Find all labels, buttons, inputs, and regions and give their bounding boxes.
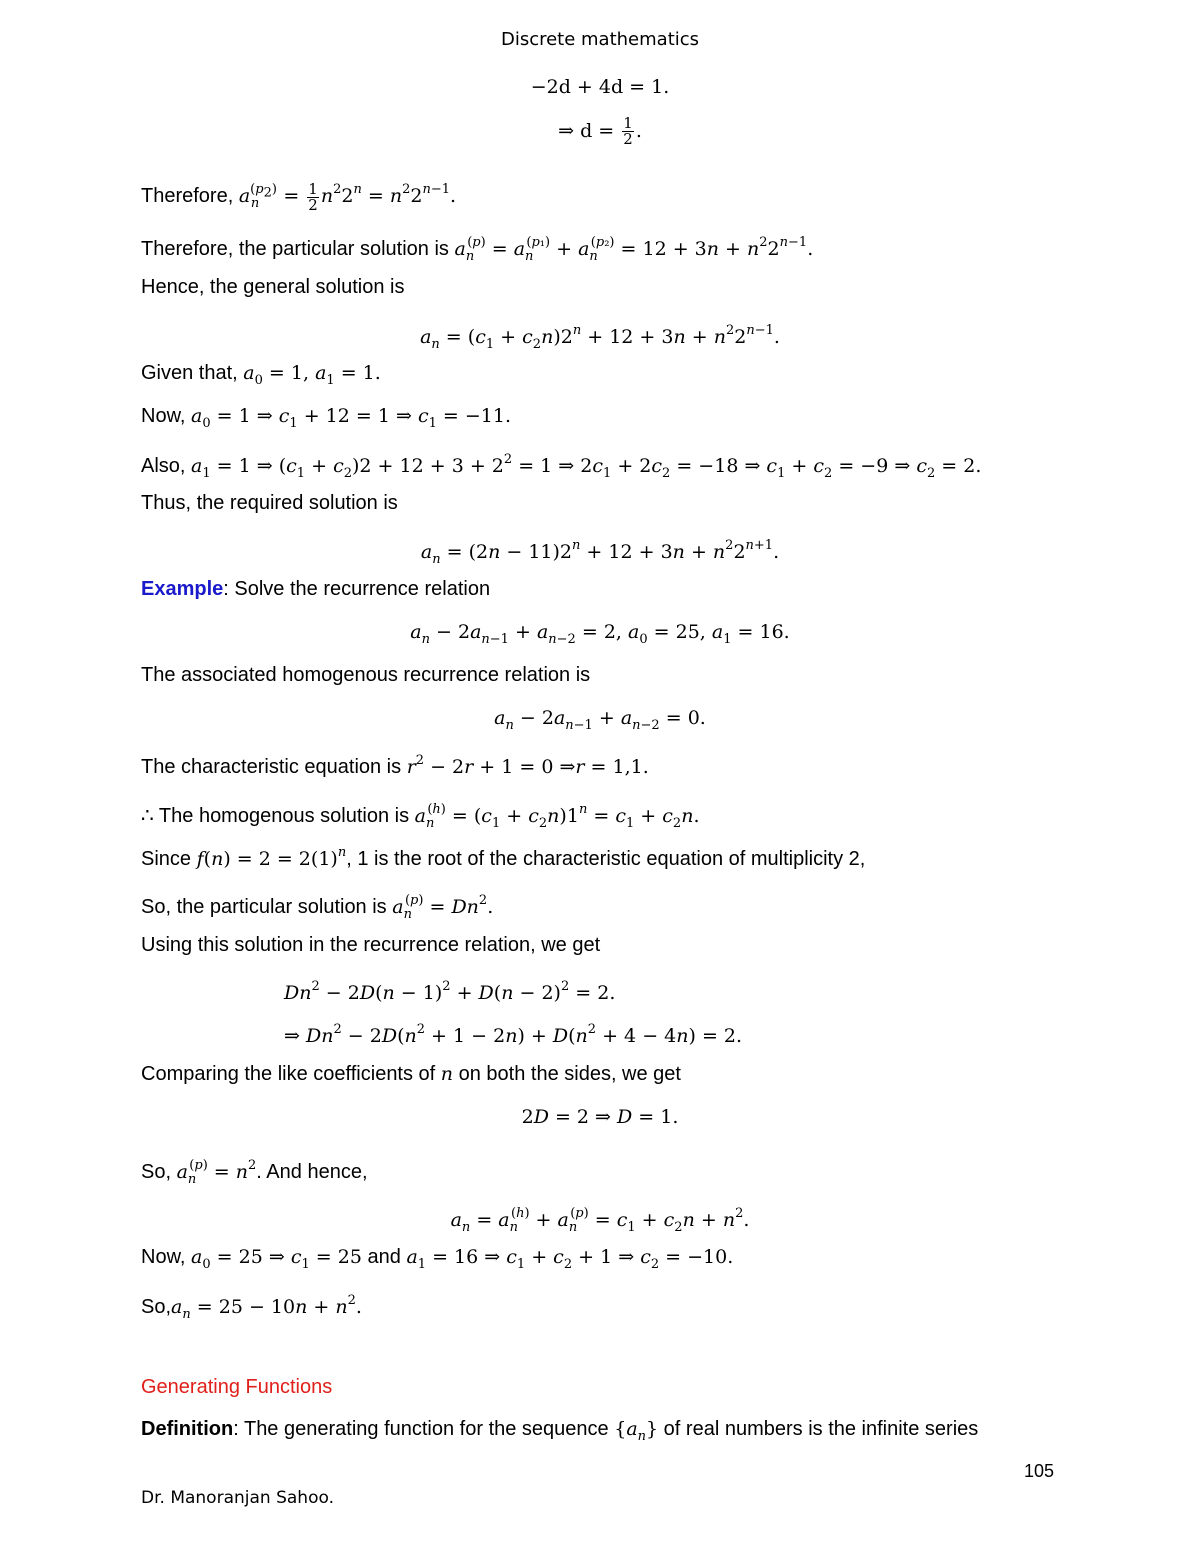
line-c1-value: Now, $a_0 = 1$ ⇒ $c_1 + 12 = 1$ ⇒ $c_1 = -11$. [141,405,512,431]
line-using-solution: Using this solution in the recurrence relation, we get [141,934,601,956]
line-particular-form: So, the particular solution is $a_n^{(p)} = Dn^2$. [141,893,494,922]
equation-d-value: ⇒ d = $\frac{1}{2}$ . [558,114,642,148]
equation-homogenous: $a_n - 2a_{n-1} + a_{n-2} = 0$. [494,707,706,733]
equation-substitute: $Dn^2 - 2D(n - 1)^2 + D(n - 2)^2 = 2$. [284,979,616,1004]
section-title: Generating Functions [141,1376,333,1398]
page-number: 105 [1024,1461,1055,1481]
page-header: Discrete mathematics [500,29,700,50]
line-particular-solution: Therefore, the particular solution is $a_n^{(p)} = a_n^{(p_1)} + a_n^{(p_2)} = 12 + 3n + n^22^{n-1}$. [141,235,814,264]
line-homogenous-label: The associated homogenous recurrence relation is [141,664,591,686]
equation-complete-solution: $a_n = a_n^{(h)} + a_n^{(p)} = c_1 + c_2n + n^2$. [450,1206,750,1235]
line-general-solution-label: Hence, the general solution is [141,276,405,298]
line-initial-conditions: Given that, $a_0 = 1$, $a_1 = 1$. [141,362,381,388]
line-so-ap: So, $a_n^{(p)} = n^2$. And hence, [141,1158,368,1187]
definition-line: Definition: The generating function for the sequence $\{a_n\}$ of real numbers is the infinite series [141,1418,979,1444]
fraction-one-half: $\frac{1}{2}$ [623,114,633,148]
example-label: Example [141,578,224,600]
line-homogenous-solution: ∴ The homogenous solution is $a_n^{(h)} = (c_1 + c_2n)1^n = c_1 + c_2n$. [141,802,700,831]
equation-D-value: 2D = 2 ⇒ D = 1. [521,1106,679,1128]
definition-label: Definition [141,1418,234,1440]
equation-d-sum: −2d + 4d = 1. [530,76,670,98]
line-since-fn: Since $f(n) = 2 = 2(1)^n$, 1 is the root of the characteristic equation of multiplicity 2, [141,845,866,870]
equation-expand: ⇒ $Dn^2 - 2D(n^2 + 1 - 2n) + D(n^2 + 4 - 4n) = 2$. [284,1022,743,1047]
line-characteristic-equation: The characteristic equation is $r^2 - 2r + 1 = 0$ ⇒r = 1,1. [141,753,649,778]
equation-required-solution: $a_n = (2n - 11)2^n + 12 + 3n + n^22^{n+1}$. [420,538,780,567]
line-required-solution-label: Thus, the required solution is [141,492,398,514]
line-example: Example: Solve the recurrence relation [141,578,491,600]
equation-recurrence: $a_n - 2a_{n-1} + a_{n-2} = 2$, $a_0 = 25$, $a_1 = 16$. [410,621,790,647]
footer-author: Dr. Manoranjan Sahoo. [141,1488,334,1508]
line-c2-value: Also, $a_1 = 1$ ⇒ $(c_1 + c_2)2 + 12 + 3 + 2^2 = 1$ ⇒ $2c_1 + 2c_2 = -18$ ⇒ $c_1 + c_2 = -9$ ⇒ $c_2 = 2$. [141,452,982,481]
line-comparing: Comparing the like coefficients of n on both the sides, we get [141,1063,681,1085]
line-therefore-ap2: Therefore, $a^{(p_2)}_n$ = $\frac{1}{2}$ $n^22^n = n^22^{n-1}$. [141,179,457,214]
line-constants: Now, $a_0 = 25$ ⇒ $c_1 = 25$ and $a_1 = 16$ ⇒ $c_1 + c_2 + 1$ ⇒ $c_2 = -10$. [141,1246,734,1272]
line-final-solution: $So,a_n = 25 - 10n + n^2$. [141,1293,362,1322]
equation-general-solution: $a_n = (c_1 + c_2n)2^n + 12 + 3n + n^22^{n-1}$. [420,323,780,352]
